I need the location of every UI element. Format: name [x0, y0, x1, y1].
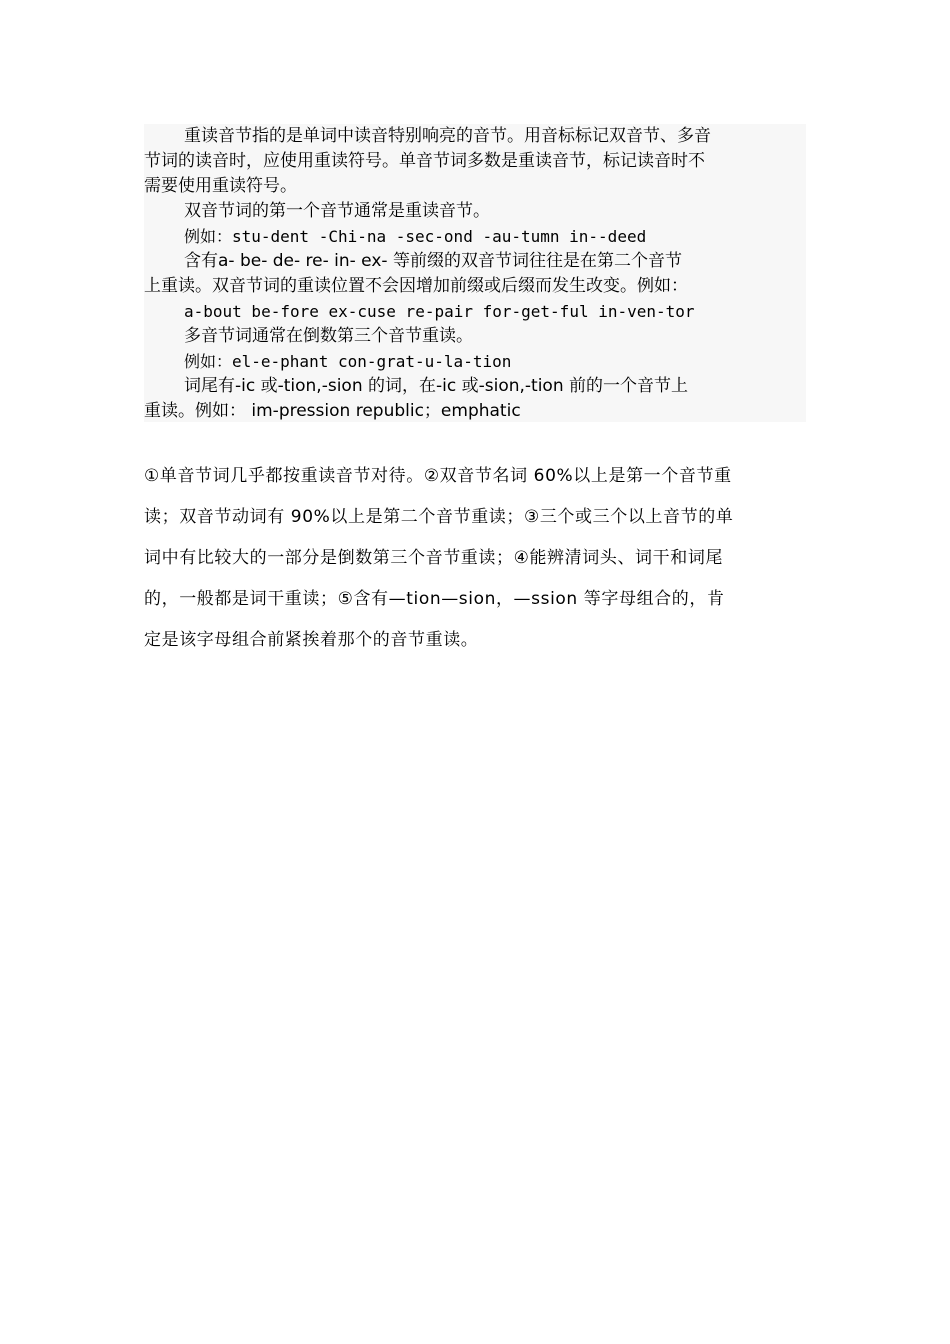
paragraph-suffix-rule-line-2: 重读。例如： im-pression republic；emphatic [144, 401, 521, 421]
rules-line-5: 定是该字母组合前紧挨着那个的音节重读。 [144, 630, 479, 650]
paragraph-suffix-rule-line-1: 词尾有-ic 或-tion,-sion 的词，在-ic 或-sion,-tion 前的一个音节上 [184, 376, 689, 396]
rules-line-3: 词中有比较大的一部分是倒数第三个音节重读；④能辨清词头、词干和词尾 [144, 548, 724, 568]
rules-line-4: 的，一般都是词干重读；⑤含有—tion—sion，—ssion 等字母组合的，肯 [144, 589, 725, 609]
rules-line-1: ①单音节词几乎都按重读音节对待。②双音节名词 60%以上是第一个音节重 [144, 466, 732, 486]
paragraph-prefix-examples: a-bout be-fore ex-cuse re-pair for-get-ful in-ven-tor [184, 302, 695, 321]
paragraph-prefix-rule-line-2: 上重读。双音节词的重读位置不会因增加前缀或后缀而发生改变。例如： [144, 276, 688, 296]
paragraph-stress-definition-line-1: 重读音节指的是单词中读音特别响亮的音节。用音标标记双音节、多音 [184, 126, 711, 146]
paragraph-disyllabic-examples: 例如：stu-dent -Chi-na -sec-ond -au-tumn in--deed [184, 227, 647, 246]
paragraph-polysyllabic-rule: 多音节词通常在倒数第三个音节重读。 [184, 326, 473, 346]
paragraph-disyllabic-rule: 双音节词的第一个音节通常是重读音节。 [184, 201, 490, 221]
paragraph-stress-definition-line-3: 需要使用重读符号。 [144, 176, 297, 196]
paragraph-prefix-rule-line-1: 含有a- be- de- re- in- ex- 等前缀的双音节词往往是在第二个音节 [184, 251, 682, 271]
paragraph-stress-definition-line-2: 节词的读音时，应使用重读符号。单音节词多数是重读音节，标记读音时不 [144, 151, 705, 171]
rules-line-2: 读；双音节动词有 90%以上是第二个音节重读；③三个或三个以上音节的单 [144, 507, 734, 527]
paragraph-polysyllabic-examples: 例如：el-e-phant con-grat-u-la-tion [184, 352, 512, 371]
